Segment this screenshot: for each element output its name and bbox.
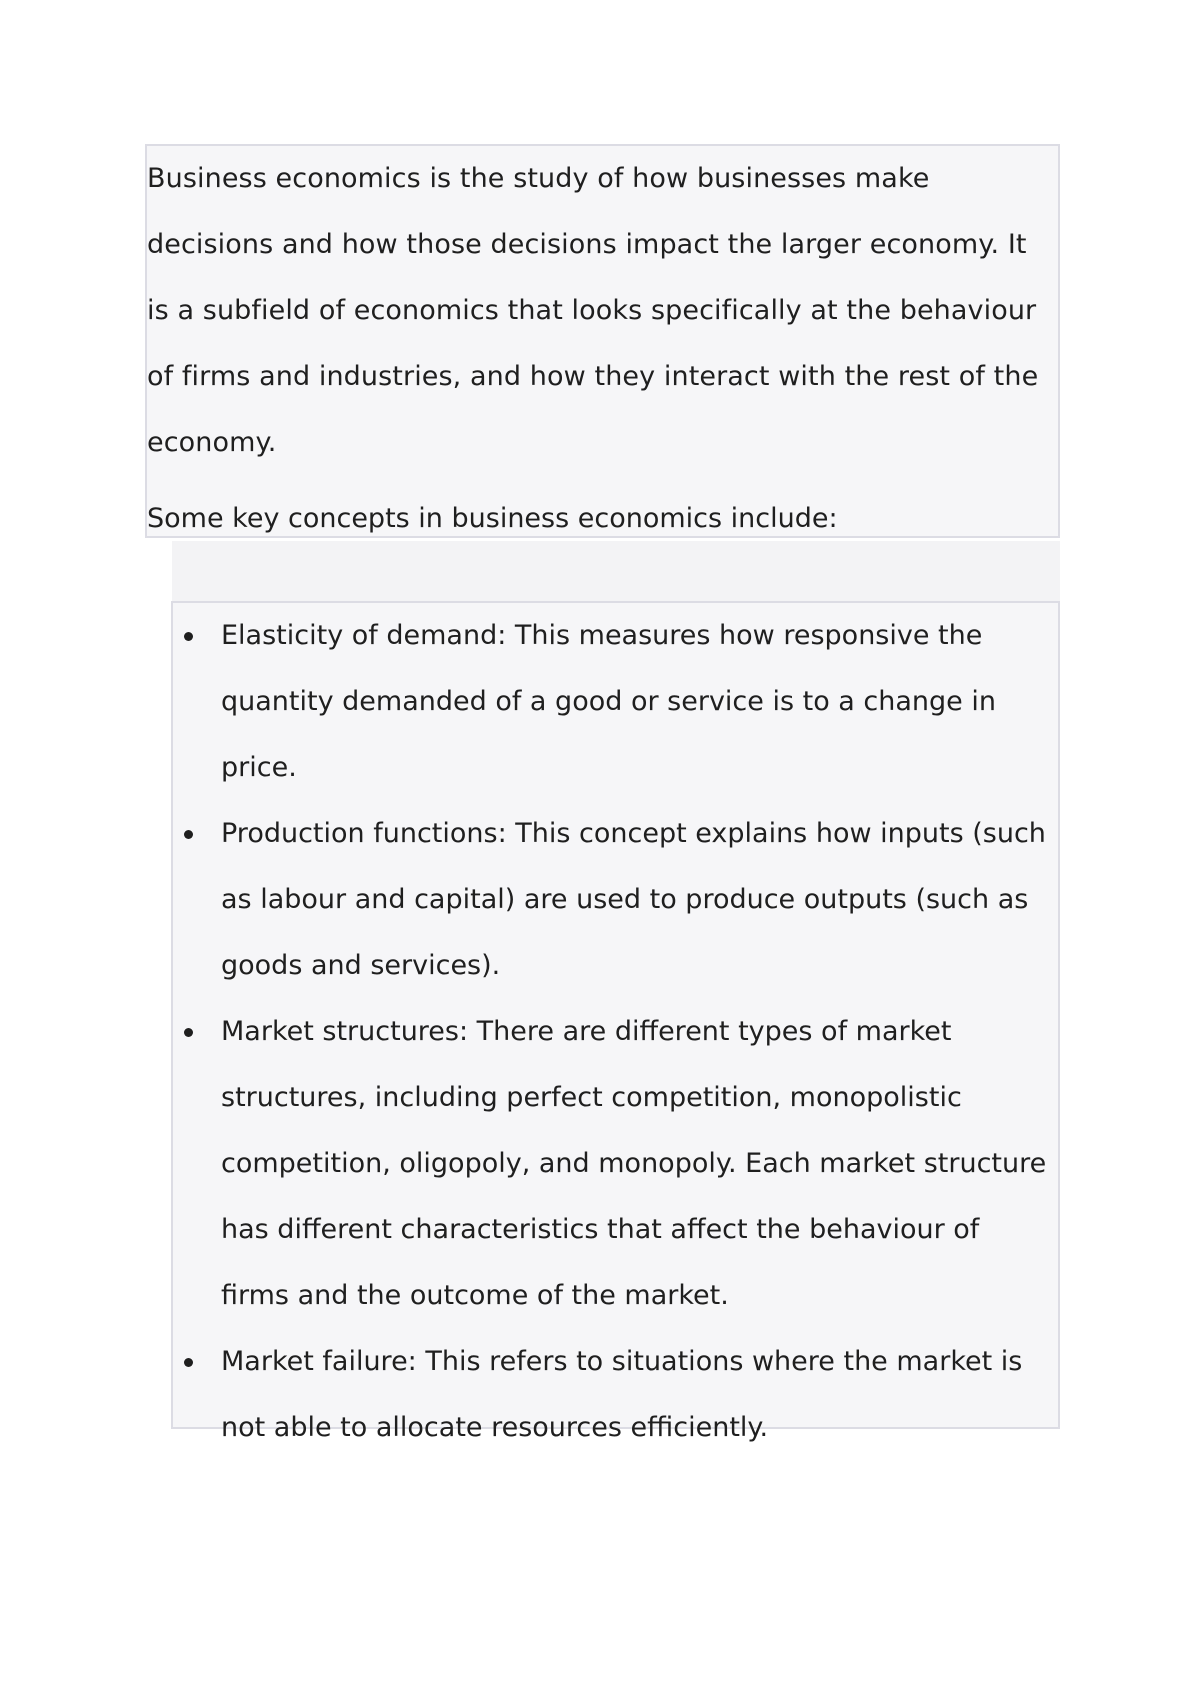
list-item: [173, 1329, 1058, 1461]
intro-text-box: [145, 144, 1060, 538]
intro-paragraph: Business economics is the study of how businesses make decisions and how those decisions impact the larger economy. It is a subfield of economics that looks specifically at the behaviour of firms and industries, and how they interact with the rest of the economy.: [147, 163, 1039, 458]
list-item: [173, 603, 1058, 801]
concepts-list: [173, 603, 1058, 1461]
list-item-text: Market structures: There are different types of market structures, including perfect competition, monopolistic competition, oligopoly, and monopoly. Each market structure has different characteristics that affect the behaviour of firms and the outcome of the market.: [221, 1016, 1047, 1311]
list-spacer: [172, 541, 1060, 601]
bullet-icon: [184, 1028, 193, 1037]
bullet-icon: [184, 830, 193, 839]
list-item: [173, 999, 1058, 1329]
bullet-icon: [184, 632, 193, 641]
concepts-list-box: [171, 601, 1060, 1443]
list-item-text: Production functions: This concept explains how inputs (such as labour and capital) are used to produce outputs (such as goods and services).: [221, 818, 1046, 981]
list-item-text: Elasticity of demand: This measures how responsive the quantity demanded of a good or service is to a change in price.: [221, 620, 996, 783]
list-item: [173, 801, 1058, 999]
list-item-text: Market failure: This refers to situations where the market is not able to allocate resources efficiently.: [221, 1346, 1023, 1443]
list-lead-in: Some key concepts in business economics include:: [147, 503, 838, 534]
bullet-icon: [184, 1358, 193, 1367]
